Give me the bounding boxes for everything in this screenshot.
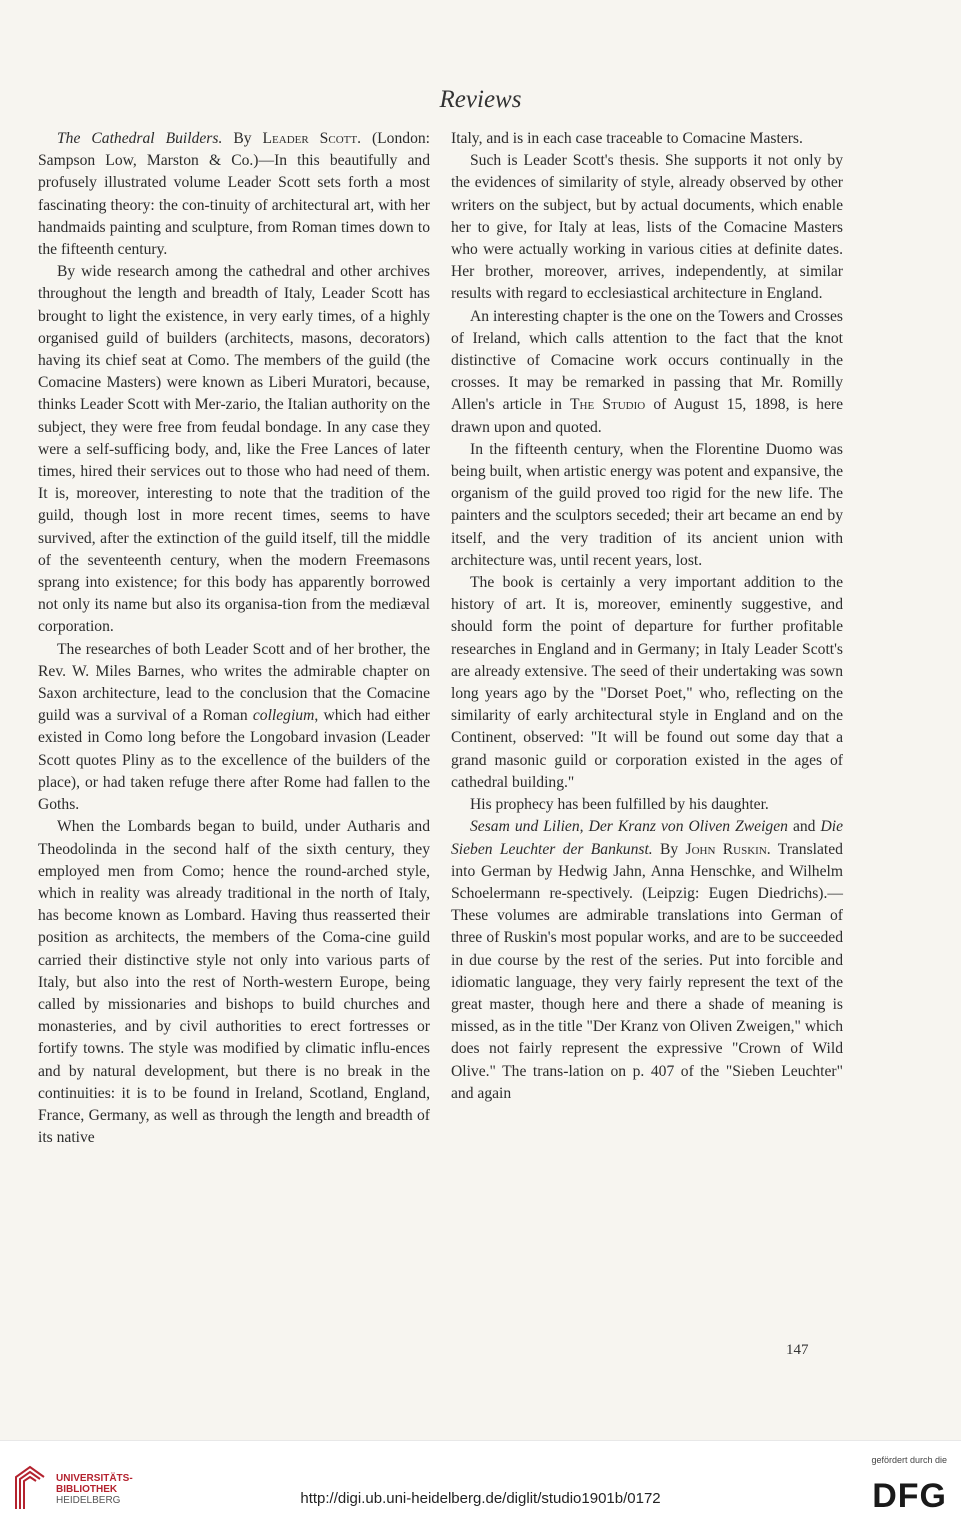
book-title: The Cathedral Builders. [57,130,223,147]
left-column [38,128,430,1149]
running-head: Reviews [439,86,522,113]
body-paragraph: The researches of both Leader Scott and of her brother, the Rev. W. Miles Barnes, who writes the admirable chapter on Saxon architecture, lead to the conclusion that the Comacine guild was a survival of a Roman collegium, which had either existed in Como long before the Longobard invasion (Leader Scott quotes Pliny as to the excellence of the builders of the place), or had taken refuge there after Rome had fallen to the Goths. [38,640,430,814]
body-paragraph: When the Lombards began to build, under Autharis and Theodolinda in the second half of the sixth century, they employed men from Como; hence the round-arched style, which in reality was already traditional in the north of Italy, has become known as Lombard. Having thus reasserted their position as architects, the members of the Coma-cine guild carried their distinctive style not only into various parts of Italy, but also into the rest of North-western Europe, being called by missionaries and bishops to build churches and monasteries, and by civil authorities to erect fortresses or fortify towns. The style was modified by climatic influ-ences and by natural development, but there is no break in the continuities: it is to be found in Ireland, Scotland, England, France, Germany, as well as through the length and breadth of its native [38,818,430,1147]
magazine-name: The Studio [570,396,646,414]
funder-caption: gefördert durch die [871,1455,947,1465]
body-paragraph: By wide research among the cathedral and other archives throughout the length and breadth of Italy, Leader Scott has brought to light the existence, in very early times, of a highly organised guild of builders (architects, masons, decorators) having its chief seat at Como. The members of the guild (the Comacine Masters) were known as Liberi Muratori, because, thinks Leader Scott with Mer-zario, the Italian authority on the subject, they were free from feudal bondage. In any case they were a self-sufficing body, and, like the Free Lances of later times, hired their services out to those who had need of them. It is, moreover, interesting to note that the tradition of the guild, though lost in more recent times, seems to have survived, after the extinction of the guild itself, till the middle of the seventeenth century, when the modern Freemasons sprang into existence; for this body has apparently borrowed not only its name but also its organisa-tion from the mediæval corporation. [38,263,431,636]
body-paragraph: In the fifteenth century, when the Florentine Duomo was being built, when artistic energy was potent and expansive, the organism of the guild proved too rigid for the new life. The painters and the sculptors seceded; their art became an end by itself, and the very tradition of its ancient union with architecture was, until recent years, lost. [451,440,843,569]
body-paragraph: The book is certainly a very important addition to the history of art. It is, moreover, eminently suggestive, and should form the point of departure for further profitable researches in England and in Germany; in Italy Leader Scott's are already extensive. The seed of their undertaking was sown long years ago by the "Dorset Poet," who, reflecting on the similarity of early architectural style in England and on the Continent, observed: "It will be found out some day that a grand masonic guild or corporation existed in the ages of cathedral building." [451,574,843,791]
review-paragraph: The Cathedral Builders. By Leader Scott. (London: Sampson Low, Marston & Co.)—In this beautifully and profusely illustrated volume Leader Scott sets forth a most fascinating theory: the con-tinuity of architectural art, with her handmaids painting and sculpture, from Roman times down to the fifteenth century. [38,130,431,259]
dfg-logo: DFG [872,1477,947,1515]
review-paragraph: Sesam und Lilien, Der Kranz von Oliven Zweigen and Die Sieben Leuchter der Bankunst. By John Ruskin. Translated into German by Hedwig Jahn, Anna Henschke, and Wilhelm Schoelermann re-spectively. (Leipzig: Eugen Diedrichs).—These volumes are admirable translations into German of three of Ruskin's most popular works, and are to be succeeded in due course by the rest of the series. Put into forcible and idiomatic language, they very fairly represent the text of the great master, though here and there a shade of meaning is missed, as in the title "Der Kranz von Oliven Zweigen," which does not fairly represent the expressive "Crown of Wild Olive." The trans-lation on p. 407 of the "Sieben Leuchter" and again [451,818,843,1102]
page-number: 147 [786,1342,809,1358]
book-author: Leader Scott. [262,130,361,147]
body-paragraph: An interesting chapter is the one on the Towers and Crosses of Ireland, which calls attention to the fact that the knot distinctive of Comacine work occurs continually in the crosses. It may be remarked in passing that Mr. Romilly Allen's article in The Studio of August 15, 1898, is here drawn upon and quoted. [451,307,843,436]
right-column [451,128,843,1105]
book-title: Sesam und Lilien, Der Kranz von Oliven Zweigen [470,818,788,836]
library-name: UNIVERSITÄTS- BIBLIOTHEK HEIDELBERG [56,1473,133,1506]
permalink-url[interactable]: http://digi.ub.uni-heidelberg.de/diglit/studio1901b/0172 [300,1490,661,1507]
book-author: John Ruskin. [685,840,771,858]
book-title: Die Sieben Leuchter der Bankunst. [451,818,843,858]
body-paragraph: Such is Leader Scott's thesis. She supports it not only by the evidences of similarity of style, already observed by other writers on the subject, but by actual documents, which enable her to give, for Italy at leas, lists of the Comacine Masters who were actually working in various cities at definite dates. Her brother, moreover, arrives, independently, at similar results with regard to ecclesiastical architecture in England. [451,152,843,303]
body-paragraph: His prophecy has been fulfilled by his daughter. [470,796,769,814]
footer-bar [0,1440,961,1530]
body-paragraph: Italy, and is in each case traceable to Comacine Masters. [451,130,803,147]
